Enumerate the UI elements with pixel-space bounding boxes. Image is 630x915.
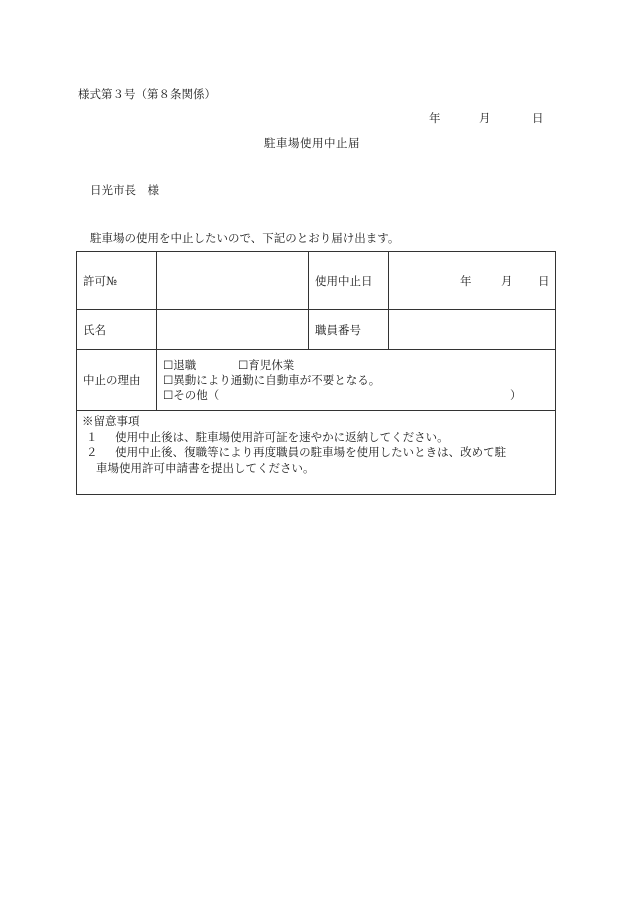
note-text: 使用中止後は、駐車場使用許可証を速やかに返納してください。	[115, 429, 449, 444]
reason-label: 中止の理由	[77, 350, 157, 411]
note-item-2-continued: 車場使用許可申請書を提出してください。	[96, 460, 315, 475]
note-number: ２	[86, 445, 98, 459]
document-title: 駐車場使用中止届	[264, 136, 360, 150]
reason-other-close: ）	[510, 387, 522, 402]
notes-title: ※留意事項	[82, 414, 140, 428]
stop-date-field[interactable]	[389, 252, 556, 310]
addressee: 日光市長 様	[90, 183, 159, 197]
staff-no-label: 職員番号	[309, 310, 389, 350]
name-field[interactable]	[157, 310, 309, 350]
stop-date-month: 月	[501, 273, 513, 288]
form-number: 様式第３号（第８条関係）	[78, 87, 216, 101]
intro-text: 駐車場の使用を中止したいので、下記のとおり届け出ます。	[90, 231, 400, 245]
date-day-label: 日	[532, 111, 544, 125]
permit-no-field[interactable]	[157, 252, 309, 310]
note-text: 使用中止後、復職等により再度職員の駐車場を使用したいときは、改めて駐	[115, 445, 507, 459]
reason-options	[157, 350, 556, 411]
stop-date-day: 日	[538, 273, 550, 288]
note-item-2	[82, 445, 555, 461]
note-item-1	[82, 430, 555, 446]
date-month-label: 月	[479, 111, 491, 125]
note-number: １	[86, 429, 98, 444]
reason-other-checkbox[interactable]: ☐その他（	[163, 387, 220, 402]
name-label: 氏名	[77, 310, 157, 350]
reason-transfer-checkbox[interactable]: ☐異動により通勤に自動車が不要となる。	[163, 372, 381, 387]
permit-no-label: 許可№	[77, 252, 157, 310]
staff-no-field[interactable]	[389, 310, 556, 350]
reason-childcare-checkbox[interactable]: ☐育児休業	[237, 357, 295, 372]
reason-retirement-checkbox[interactable]: ☐退職	[163, 357, 197, 372]
form-table	[76, 251, 556, 495]
notes-section	[77, 411, 556, 495]
stop-date-label: 使用中止日	[309, 252, 389, 310]
stop-date-year: 年	[460, 273, 472, 288]
date-year-label: 年	[429, 111, 441, 125]
